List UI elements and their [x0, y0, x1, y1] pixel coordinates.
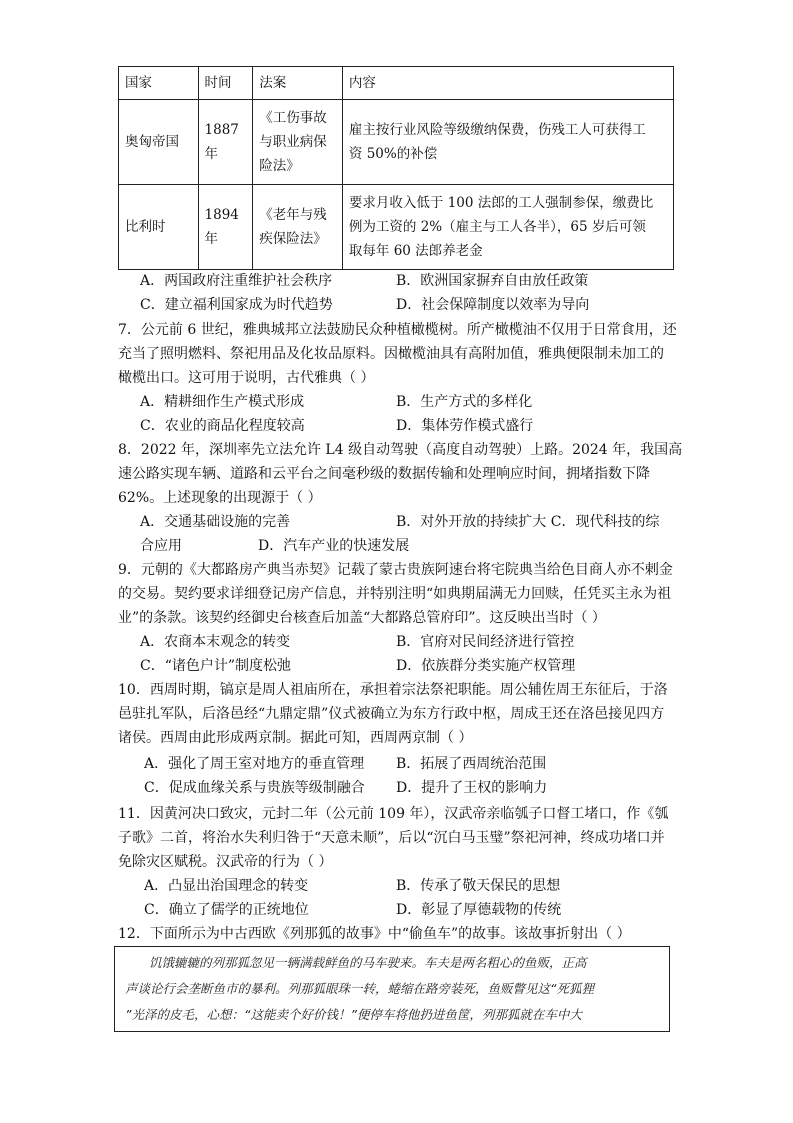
q6-option-d[interactable]: D．社会保障制度以效率为导向: [396, 297, 590, 313]
q9-option-c[interactable]: C．“诸色户计”制度松弛: [140, 658, 292, 674]
q7-stem-line: 橄榄出口。这可用于说明，古代雅典（ ）: [118, 370, 375, 386]
story-line: 声谈论行会垄断鱼市的暴利。列那狐眼珠一转，蜷缩在路旁装死，鱼贩瞥见这“死狐狸: [125, 981, 594, 996]
q8-stem-line: 62%。上述现象的出现源于（ ）: [118, 490, 322, 506]
header-country: 国家: [119, 67, 199, 100]
law-table: [118, 66, 674, 270]
header-law: 法案: [253, 67, 343, 100]
q8-option-a[interactable]: A．交通基础设施的完善: [140, 514, 291, 530]
q9-option-b[interactable]: B．官府对民间经济进行管控: [396, 634, 575, 650]
table-row: [119, 100, 674, 185]
q12-stem-line: 12．下面所示为中古西欧《列那狐的故事》中“偷鱼车”的故事。该故事折射出（ ）: [118, 926, 631, 942]
q6-option-b[interactable]: B．欧洲国家摒弃自由放任政策: [396, 273, 589, 289]
q9-option-a[interactable]: A．农商本末观念的转变: [140, 634, 291, 650]
q6-option-a[interactable]: A．两国政府注重维护社会秩序: [140, 273, 333, 289]
q7-stem-line: 7．公元前 6 世纪，雅典城邦立法鼓励民众种植橄榄树。所产橄榄油不仅用于日常食用，还: [118, 322, 677, 338]
cell-content: 雇主按行业风险等级缴纳保费，伤残工人可获得工 资 50%的补偿: [342, 100, 673, 185]
q8-stem-line: 速公路实现车辆、道路和云平台之间毫秒级的数据传输和处理响应时间，拥堵指数下降: [118, 466, 650, 482]
q7-option-b[interactable]: B．生产方式的多样化: [396, 394, 533, 410]
q9-stem-line: 9．元朝的《大都路房产典当赤契》记载了蒙古贵族阿速台将宅院典当给色目商人亦不剌金: [118, 562, 673, 578]
q10-stem-line: 10．西周时期，镐京是周人祖庙所在，承担着宗法祭祀职能。周公辅佐周王东征后，于洛: [118, 682, 668, 698]
cell-country: 比利时: [119, 185, 199, 270]
q11-option-a[interactable]: A．凸显出治国理念的转变: [144, 878, 309, 894]
table-row: [119, 185, 674, 270]
q11-option-b[interactable]: B．传承了敬天保民的思想: [396, 878, 561, 894]
story-excerpt-box: [114, 946, 670, 1032]
q8-stem-line: 8．2022 年，深圳率先立法允许 L4 级自动驾驶（高度自动驾驶）上路。2024 年，我国高: [118, 442, 683, 458]
q8-option-c-continued[interactable]: 合应用: [140, 538, 182, 554]
q8-option-b-c[interactable]: B．对外开放的持续扩大 C．现代科技的综: [396, 514, 660, 530]
table-header-row: [119, 67, 674, 100]
header-year: 时间: [198, 67, 253, 100]
q11-stem-line: 子歌》二首，将治水失利归咎于“天意未顺”，后以“沉白马玉璧”祭祀河神，终成功堵口并: [118, 830, 665, 846]
q9-option-d[interactable]: D．依族群分类实施产权管理: [396, 658, 576, 674]
q10-stem-line: 邑驻扎军队，后洛邑经“九鼎定鼎”仪式被确立为东方行政中枢，周成王还在洛邑接见四方: [118, 706, 665, 722]
q6-option-c[interactable]: C．建立福利国家成为时代趋势: [140, 297, 333, 313]
story-line: ”光泽的皮毛，心想：“这能卖个好价钱！”便停车将他扔进鱼筐，列那狐就在车中大: [125, 1007, 582, 1022]
q10-option-c[interactable]: C．促成血缘关系与贵族等级制融合: [144, 780, 365, 796]
q11-stem-line: 11．因黄河决口致灾，元封二年（公元前 109 年），汉武帝亲临瓠子口督工堵口，作《瓠: [118, 806, 669, 822]
q7-option-c[interactable]: C．农业的商品化程度较高: [140, 418, 305, 434]
cell-content: 要求月收入低于 100 法郎的工人强制参保，缴费比 例为工资的 2%（雇主与工人各半），65 岁后可领 取每年 60 法郎养老金: [342, 185, 673, 270]
q10-option-a[interactable]: A．强化了周王室对地方的垂直管理: [144, 756, 365, 772]
q11-stem-line: 免除灾区赋税。汉武帝的行为（ ）: [118, 854, 333, 870]
q11-option-d[interactable]: D．彰显了厚德载物的传统: [396, 902, 562, 918]
q7-option-a[interactable]: A．精耕细作生产模式形成: [140, 394, 305, 410]
header-content: 内容: [342, 67, 673, 100]
cell-law: 《老年与残 疾保险法》: [253, 185, 343, 270]
q9-stem-line: 业”的条款。该契约经御史台核查后加盖“大都路总管府印”。这反映出当时（ ）: [118, 610, 606, 626]
q8-option-d[interactable]: D．汽车产业的快速发展: [258, 538, 410, 554]
cell-law: 《工伤事故 与职业病保 险法》: [253, 100, 343, 185]
q10-option-d[interactable]: D．提升了王权的影响力: [396, 780, 548, 796]
q9-stem-line: 的交易。契约要求详细登记房产信息，并特别注明“如典期届满无力回赎，任凭买主永为祖: [118, 586, 672, 602]
story-line: 饥饿辘辘的列那狐忽见一辆满载鲜鱼的马车驶来。车夫是两名粗心的鱼贩，正高: [149, 955, 587, 970]
q7-option-d[interactable]: D．集体劳作模式盛行: [396, 418, 534, 434]
q10-option-b[interactable]: B．拓展了西周统治范围: [396, 756, 547, 772]
q10-stem-line: 诸侯。西周由此形成两京制。据此可知，西周两京制（ ）: [118, 730, 473, 746]
cell-year: 1894 年: [198, 185, 253, 270]
q7-stem-line: 充当了照明燃料、祭祀用品及化妆品原料。因橄榄油具有高附加值，雅典便限制未加工的: [118, 346, 664, 362]
cell-country: 奥匈帝国: [119, 100, 199, 185]
q11-option-c[interactable]: C．确立了儒学的正统地位: [144, 902, 309, 918]
cell-year: 1887 年: [198, 100, 253, 185]
